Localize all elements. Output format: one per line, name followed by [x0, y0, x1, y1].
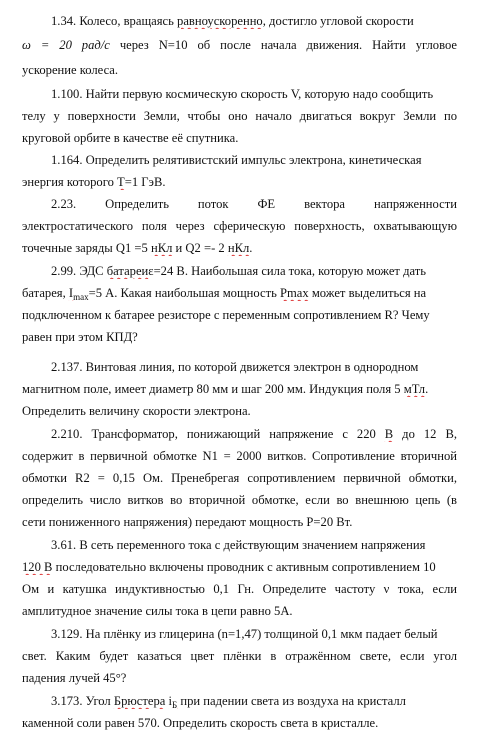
text-span: последовательно включены проводник с активным сопротивлением 10 — [52, 560, 436, 574]
text-span: может выделиться на — [308, 286, 427, 300]
problem-line — [51, 693, 457, 709]
problem-line — [22, 559, 457, 575]
problem-line: круговой орбите в качестве её спутника. — [22, 131, 239, 145]
spellcheck-word: 120 В — [22, 560, 53, 574]
problem-line: амплитудное значение силы тока в цепи равно 5А. — [22, 604, 293, 618]
spellcheck-word: Pmax — [280, 286, 309, 300]
problem-line — [51, 263, 457, 279]
text-span: через N=10 об после начала движения. Найти угловое — [119, 38, 457, 52]
spellcheck-word: нКл — [150, 241, 173, 255]
text-span: 1.34. Колесо, вращаясь — [51, 14, 178, 28]
problem-line: равен при этом КПД? — [22, 330, 138, 344]
spellcheck-word — [169, 694, 178, 708]
text-span: батарея, — [22, 286, 69, 300]
text-span: . — [425, 382, 429, 396]
problem-line — [22, 37, 457, 53]
problem-line — [22, 240, 457, 256]
problem-line: 1.100. Найти первую космическую скорость V, которую надо сообщить — [51, 87, 434, 101]
text-span: энергия которого — [22, 175, 118, 189]
spellcheck-word — [69, 286, 89, 300]
text-span: 2.99. ЭДС — [51, 264, 107, 278]
text-span: при падении света из воздуха на кристалл — [177, 694, 406, 708]
text-span: ε=24 В. Наибольшая сила тока, которую может дать — [148, 264, 427, 278]
problem-line — [51, 426, 457, 442]
problem-line: 2.137. Винтовая линия, по которой движется электрон в однородном — [51, 360, 419, 374]
spellcheck-word: Т — [117, 175, 125, 189]
problem-line: 3.61. В сеть переменного тока с действующим значением напряжения — [51, 538, 426, 552]
spellcheck-word: В — [384, 427, 394, 441]
problem-line: содержит в первичной обмотке N1 = 2000 витков. Сопротивление вторичной — [22, 449, 457, 463]
problem-line: падения лучей 45°? — [22, 671, 127, 685]
text-span: до 12 В, — [393, 427, 457, 441]
spellcheck-word: Брюстера — [113, 694, 166, 708]
problem-line: Ом и катушка индуктивностью 0,1 Гн. Определите частоту ν тока, если — [22, 582, 457, 596]
text-span: магнитном поле, имеет диаметр 80 мм и шаг 200 мм. Индукция поля 5 — [22, 382, 404, 396]
angle-symbol: i — [168, 694, 173, 708]
problem-line — [22, 174, 457, 190]
text-span: =5 А. Какая наибольшая мощность — [88, 286, 280, 300]
problem-line: сети пониженного напряжения) передают мощность P=20 Вт. — [22, 515, 353, 529]
formula-omega: ω = 20 рад/с — [22, 38, 110, 52]
problem-line: Определить величину скорости электрона. — [22, 404, 251, 418]
spellcheck-word: мТл — [403, 382, 426, 396]
text-span: точечные заряды Q1 =5 — [22, 241, 151, 255]
spellcheck-word: батареи — [106, 264, 149, 278]
text-span: =1 ГэВ. — [124, 175, 166, 189]
problem-line: ускорение колеса. — [22, 63, 119, 77]
problem-line: 2.23. Определить поток ФЕ вектора напряженности — [51, 197, 457, 211]
problem-line — [51, 13, 457, 29]
text-span: 2.210. Трансформатор, понижающий напряжение с 220 — [51, 427, 385, 441]
problem-line: определить число витков во вторичной обмотке, если во внешнюю цепь (в — [22, 493, 457, 507]
problem-line: подключенном к батарее резисторе с переменным сопротивлением R? Чему — [22, 308, 430, 322]
text-span: 3.173. Угол — [51, 694, 114, 708]
current-symbol: I — [68, 286, 74, 300]
text-span: , достигло угловой скорости — [262, 14, 414, 28]
text-span: и Q2 =- 2 — [172, 241, 228, 255]
problem-line: 1.164. Определить релятивистский импульс электрона, кинетическая — [51, 153, 422, 167]
problem-line: электростатического поля через сферическую поверхность, охватывающую — [22, 219, 457, 233]
subscript: Б — [172, 700, 178, 709]
spellcheck-word: нКл — [227, 241, 250, 255]
problem-line: телу у поверхности Земли, чтобы оно начало двигаться вокруг Земли по — [22, 109, 457, 123]
problem-line: свет. Каким будет казаться цвет плёнки в отражённом свете, если угол — [22, 649, 457, 663]
problem-line — [22, 381, 457, 397]
problem-line: 3.129. На плёнку из глицерина (n=1,47) толщиной 0,1 мкм падает белый — [51, 627, 438, 641]
text-span: . — [249, 241, 253, 255]
problem-line — [22, 285, 457, 301]
problem-line: каменной соли равен 570. Определить скорость света в кристалле. — [22, 716, 379, 730]
problem-line: обмотки R2 = 0,15 Ом. Пренебрегая сопротивлением первичной обмотки, — [22, 471, 457, 485]
subscript: max — [73, 292, 89, 301]
spellcheck-word: равноускоренно — [177, 14, 263, 28]
